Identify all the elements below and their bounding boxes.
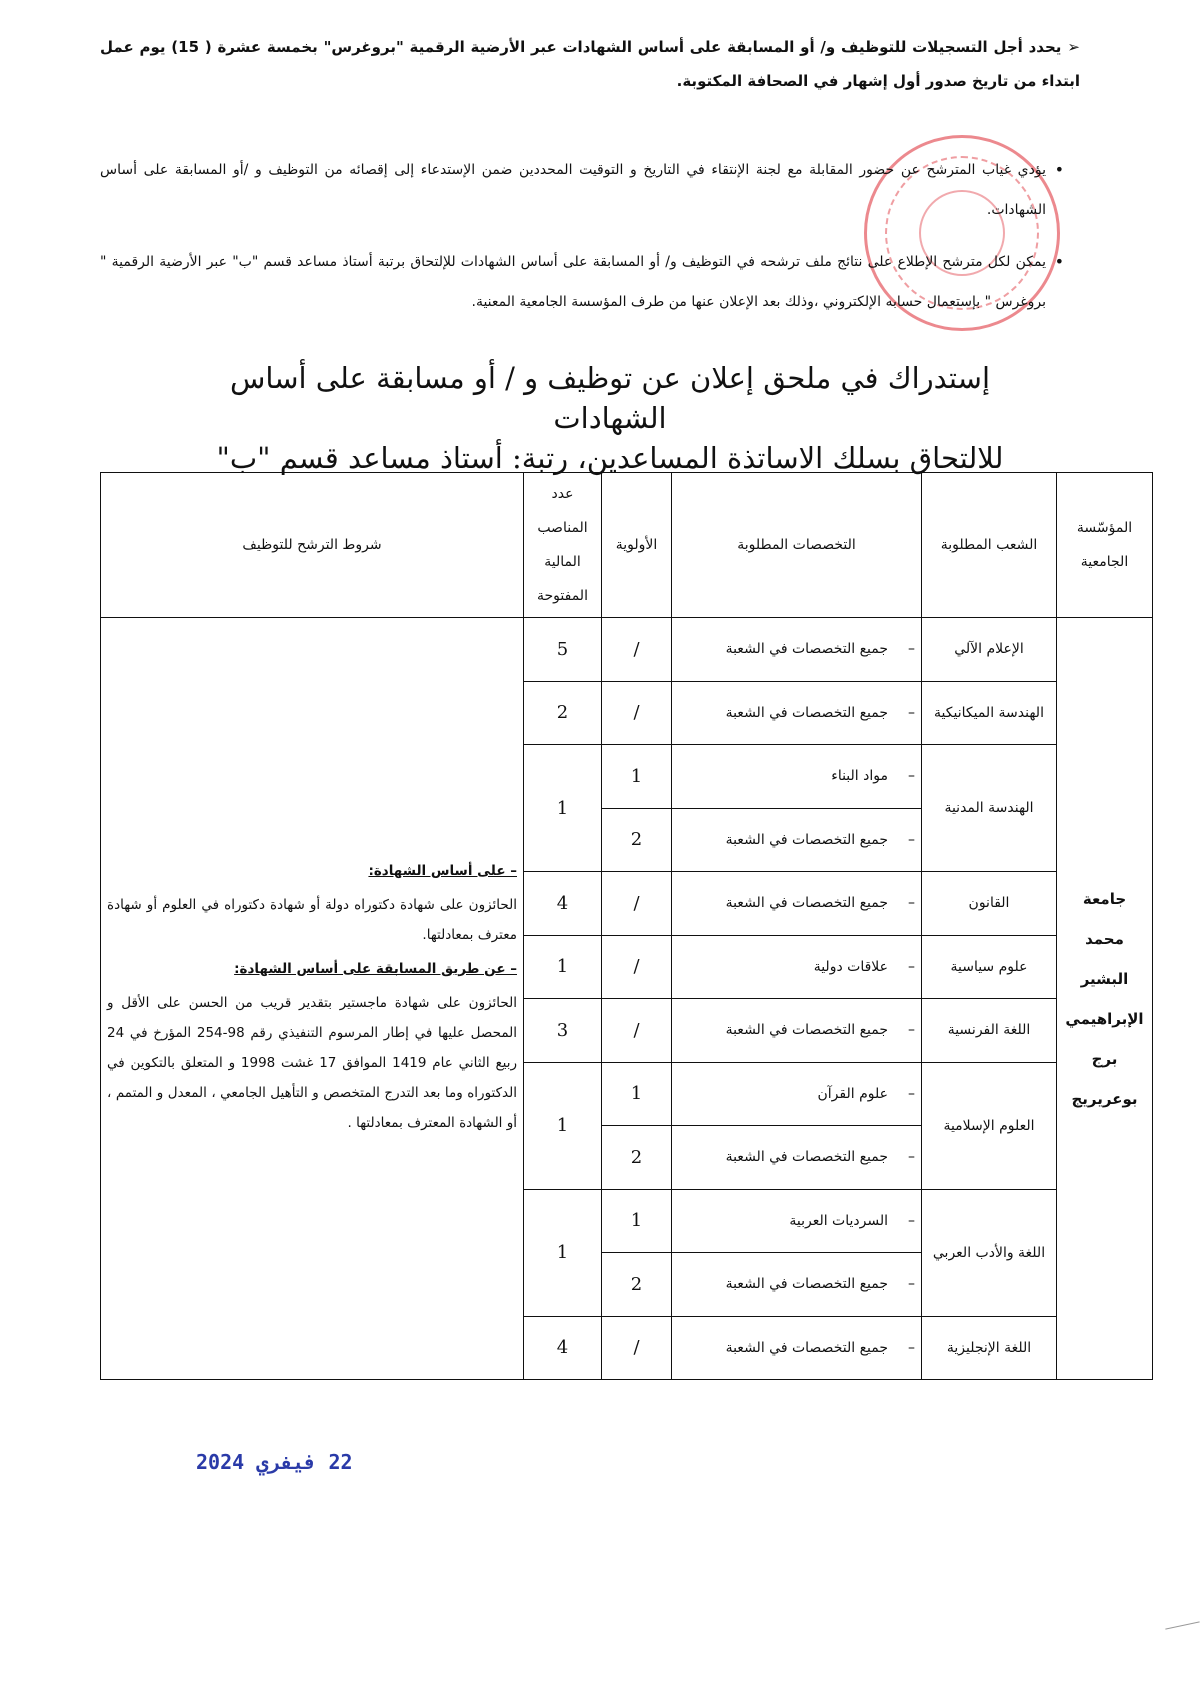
dash-marker: –: [908, 704, 915, 721]
specialty-cell: [672, 1189, 922, 1253]
notes-list: [100, 150, 1060, 334]
branch-cell: الهندسة الميكانيكية: [922, 681, 1057, 745]
specialty-cell: [672, 999, 922, 1063]
dash-marker: –: [908, 1085, 915, 1102]
specialty-cell: [672, 808, 922, 872]
dash-marker: –: [908, 895, 915, 912]
posts-cell: 5: [524, 618, 602, 682]
dash-marker: –: [908, 958, 915, 975]
branch-cell: اللغة الفرنسية: [922, 999, 1057, 1063]
table-header-row: [101, 473, 1153, 618]
condition-heading-competition: – عن طريق المسابقة على أساس الشهادة:: [234, 960, 517, 977]
priority-cell: /: [602, 872, 672, 936]
scan-corner-mark: [1165, 1621, 1199, 1629]
heading-line-2: للالتحاق بسلك الاساتذة المساعدين، رتبة: أستاذ مساعد قسم "ب": [216, 441, 1004, 475]
condition-text-competition: الحائزون على شهادة ماجستير بتقدير قريب من الحسن على الأقل و المحصل عليها في إطار المرسوم التنفيذي رقم 98-254 المؤرخ في 24 ربيع الثاني عام 1419 الموافق 17 غشت 1998 و المتعلق بالتكوين في الدكتوراه وما بعد التدرج المتخصص و التأهيل الجامعي ، المعدل و المتمم ، أو الشهادة المعترف بمعادلتها .: [107, 994, 517, 1131]
note-results: • يمكن لكل مترشح الإطلاع على نتائج ملف ترشحه في التوظيف و/ أو المسابقة على أساس الشهادات للإلتحاق برتبة أستاذ مساعد قسم "ب" عبر الأرضية الرقمية " بروغرس " بإستعمال حسابه الإلكتروني ،وذلك بعد الإعلان عنها من طرف المؤسسة الجامعية المعنية.: [100, 242, 1060, 322]
header-branches: الشعب المطلوبة: [922, 473, 1057, 618]
dash-marker: –: [908, 1149, 915, 1166]
priority-cell: 2: [602, 1253, 672, 1317]
heading-line-1: إستدراك في ملحق إعلان عن توظيف و / أو مسابقة على أساس الشهادات: [229, 361, 991, 435]
priority-cell: /: [602, 1316, 672, 1380]
specialty-text: جميع التخصصات في الشعبة: [725, 1339, 888, 1356]
table-row: [101, 618, 1153, 682]
announcement-heading: [180, 358, 1040, 478]
posts-cell: 4: [524, 1316, 602, 1380]
specialty-text: علوم القرآن: [817, 1085, 888, 1102]
posts-cell: 4: [524, 872, 602, 936]
specialty-cell: [672, 1316, 922, 1380]
dash-marker: –: [908, 768, 915, 785]
dash-marker: –: [908, 641, 915, 658]
condition-heading-degree: – على أساس الشهادة:: [368, 862, 517, 879]
header-priority: الأولوية: [602, 473, 672, 618]
specialty-cell: [672, 745, 922, 809]
specialty-cell: [672, 618, 922, 682]
posts-cell: 3: [524, 999, 602, 1063]
dash-marker: –: [908, 1276, 915, 1293]
dash-marker: –: [908, 1339, 915, 1356]
header-institution: المؤسّسة الجامعية: [1057, 473, 1153, 618]
registration-deadline-text: يحدد أجل التسجيلات للتوظيف و/ أو المسابقة على أساس الشهادات عبر الأرضية الرقمية "بروغرس" بخمسة عشرة ( 15) يوم عمل ابتداء من تاريخ صدور أول إشهار في الصحافة المكتوبة.: [100, 38, 1080, 90]
specialty-text: جميع التخصصات في الشعبة: [725, 831, 888, 848]
specialty-text: علاقات دولية: [813, 958, 888, 975]
header-specialties: التخصصات المطلوبة: [672, 473, 922, 618]
specialty-text: جميع التخصصات في الشعبة: [725, 704, 888, 721]
posts-cell: 1: [524, 1062, 602, 1189]
conditions-cell: [101, 618, 524, 1380]
institution-cell: جامعة محمد البشير الإبراهيمي برج بوعريريج: [1057, 618, 1153, 1380]
priority-cell: /: [602, 681, 672, 745]
specialty-cell: [672, 935, 922, 999]
branch-cell: العلوم الإسلامية: [922, 1062, 1057, 1189]
branch-cell: الهندسة المدنية: [922, 745, 1057, 872]
condition-text-degree: الحائزون على شهادة دكتوراه دولة أو شهادة دكتوراه في العلوم أو شهادة معترف بمعادلتها.: [107, 896, 517, 943]
priority-cell: 2: [602, 1126, 672, 1190]
specialty-text: جميع التخصصات في الشعبة: [725, 895, 888, 912]
positions-table: [100, 472, 1153, 1380]
header-posts: عدد المناصب المالية المفتوحة: [524, 473, 602, 618]
specialty-text: مواد البناء: [831, 768, 888, 785]
date-stamp: 22 فيفري 2024: [196, 1450, 353, 1474]
specialty-text: جميع التخصصات في الشعبة: [725, 1022, 888, 1039]
priority-cell: 1: [602, 745, 672, 809]
priority-cell: /: [602, 999, 672, 1063]
posts-cell: 1: [524, 745, 602, 872]
specialty-cell: [672, 1126, 922, 1190]
note-absence: • يؤدي غياب المترشح عن حضور المقابلة مع لجنة الإنتقاء في التاريخ و التوقيت المحددين ضمن الإستدعاء إلى إقصائه من التوظيف و /أو المسابقة على أساس الشهادات.: [100, 150, 1060, 230]
branch-cell: الإعلام الآلي: [922, 618, 1057, 682]
priority-cell: 1: [602, 1189, 672, 1253]
specialty-cell: [672, 681, 922, 745]
specialty-text: السرديات العربية: [789, 1212, 888, 1229]
specialty-cell: [672, 1062, 922, 1126]
branch-cell: القانون: [922, 872, 1057, 936]
posts-cell: 1: [524, 1189, 602, 1316]
branch-cell: اللغة الإنجليزية: [922, 1316, 1057, 1380]
dash-marker: –: [908, 1022, 915, 1039]
specialty-text: جميع التخصصات في الشعبة: [725, 1149, 888, 1166]
specialty-cell: [672, 872, 922, 936]
posts-cell: 2: [524, 681, 602, 745]
specialty-cell: [672, 1253, 922, 1317]
priority-cell: /: [602, 935, 672, 999]
branch-cell: اللغة والأدب العربي: [922, 1189, 1057, 1316]
arrow-bullet-icon: ➢: [1067, 38, 1080, 56]
registration-deadline-paragraph: [100, 30, 1080, 98]
branch-cell: علوم سياسية: [922, 935, 1057, 999]
dash-marker: –: [908, 831, 915, 848]
header-conditions: شروط الترشح للتوظيف: [101, 473, 524, 618]
specialty-text: جميع التخصصات في الشعبة: [725, 1276, 888, 1293]
specialty-text: جميع التخصصات في الشعبة: [725, 641, 888, 658]
posts-cell: 1: [524, 935, 602, 999]
priority-cell: /: [602, 618, 672, 682]
dash-marker: –: [908, 1212, 915, 1229]
priority-cell: 2: [602, 808, 672, 872]
priority-cell: 1: [602, 1062, 672, 1126]
